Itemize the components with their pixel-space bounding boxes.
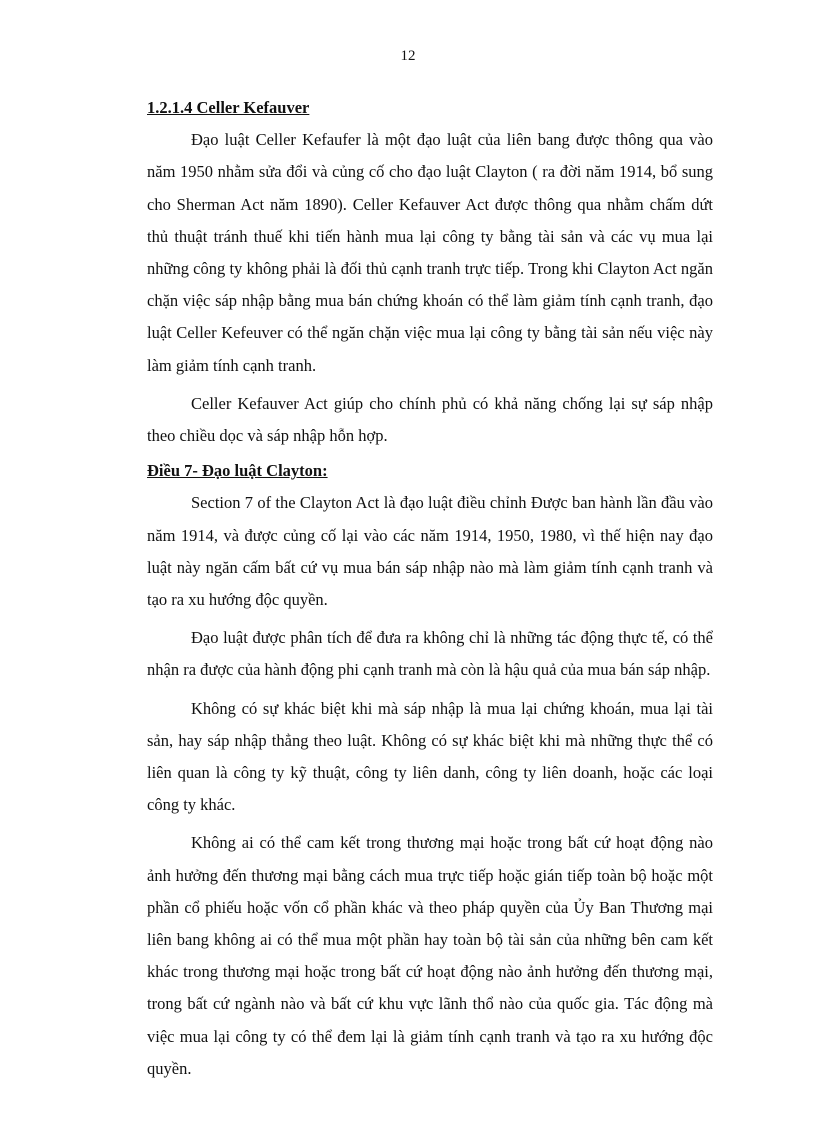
section-heading: Điều 7- Đạo luật Clayton: xyxy=(147,461,328,481)
paragraph: Đạo luật Celler Kefaufer là một đạo luật của liên bang được thông qua vào năm 1950 nhằm sửa đổi và củng cố cho đạo luật Clayton ( ra đời năm 1914, bổ sung cho Sherman Act năm 1890). Celler Kefauver Act được thông qua nhằm chấm dứt thủ thuật tránh thuế khi tiến hành mua lại công ty bằng tài sản và các vụ mua lại những công ty không phải là đối thủ cạnh tranh trực tiếp. Trong khi Clayton Act ngăn chặn việc sáp nhập bằng mua bán chứng khoán có thể làm giảm tính cạnh tranh, đạo luật Celler Kefeuver có thể ngăn chặn việc mua lại công ty bằng tài sản nếu việc này làm giảm tính cạnh tranh. xyxy=(147,130,713,375)
section-clayton-article-7 xyxy=(147,455,713,1085)
paragraph: Đạo luật được phân tích để đưa ra không chỉ là những tác động thực tế, có thể nhận ra được của hành động phi cạnh tranh mà còn là hậu quả của mua bán sáp nhập. xyxy=(147,628,713,680)
document-body xyxy=(147,92,713,1091)
paragraph: Không có sự khác biệt khi mà sáp nhập là mua lại chứng khoán, mua lại tài sản, hay sáp nhập thẳng theo luật. Không có sự khác biệt khi mà những thực thể có liên quan là công ty kỹ thuật, công ty liên danh, công ty liên doanh, hoặc các loại công ty khác. xyxy=(147,698,713,815)
paragraph: Section 7 of the Clayton Act là đạo luật điều chỉnh Được ban hành lần đầu vào năm 1914, và được củng cố lại vào các năm 1914, 1950, 1980, vì thế hiện nay đạo luật này ngăn cấm bất cứ vụ mua bán sáp nhập nào mà làm giảm tính cạnh tranh và tạo ra xu hướng độc quyền. xyxy=(147,493,713,610)
page-number: 12 xyxy=(400,48,416,64)
paragraph: Không ai có thể cam kết trong thương mại hoặc trong bất cứ hoạt động nào ảnh hưởng đến thương mại bằng cách mua trực tiếp hoặc gián tiếp toàn bộ hoặc một phần cổ phiếu hoặc vốn cổ phần khác và theo pháp quyền của Ủy Ban Thương mại liên bang không ai có thể mua một phần hay toàn bộ tài sản của những bên cam kết khác trong thương mại hoặc trong bất cứ hoạt động nào ảnh hưởng đến thương mại, trong bất cứ ngành nào và bất cứ khu vực lãnh thổ nào của quốc gia. Tác động mà việc mua lại công ty có thể đem lại là giảm tính cạnh tranh và tạo ra xu hướng độc quyền. xyxy=(147,833,713,1078)
paragraph: Celler Kefauver Act giúp cho chính phủ có khả năng chống lại sự sáp nhập theo chiều dọc và sáp nhập hỗn hợp. xyxy=(147,393,713,446)
section-celler-kefauver xyxy=(147,92,713,452)
section-heading: 1.2.1.4 Celler Kefauver xyxy=(147,98,310,117)
